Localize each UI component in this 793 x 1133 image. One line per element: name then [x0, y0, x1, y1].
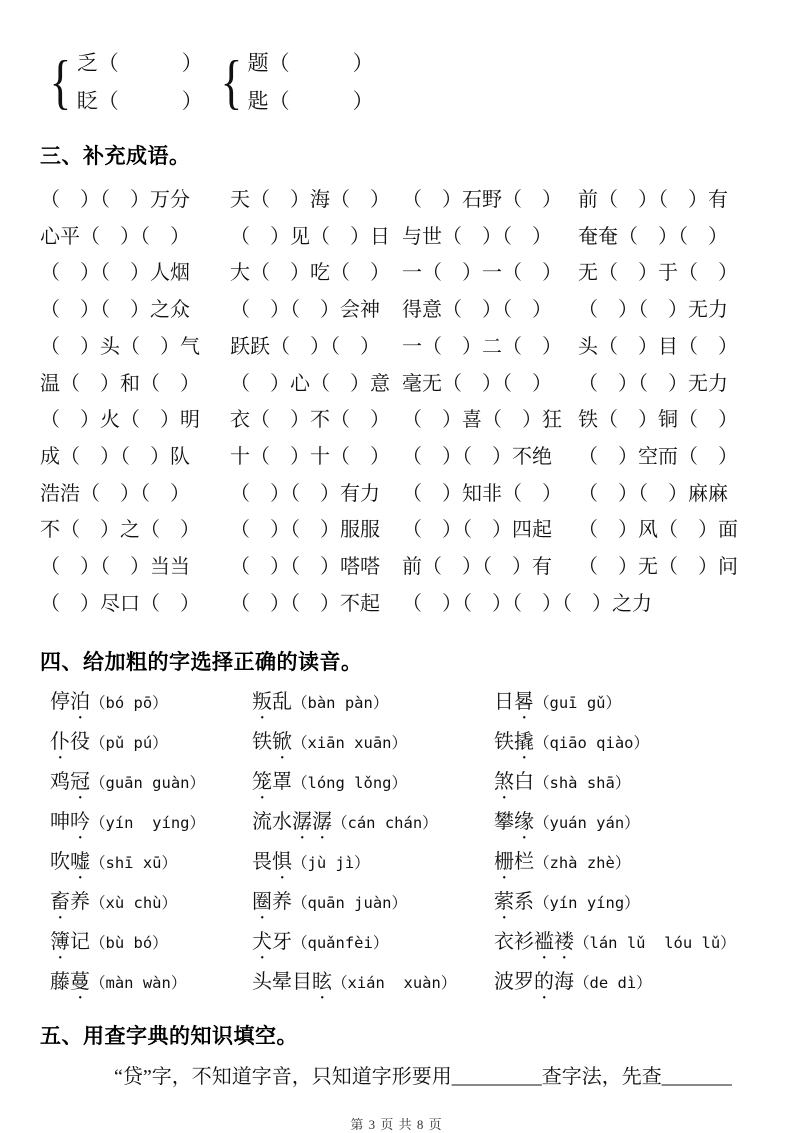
- entry-pinyin: （shī xū）: [90, 854, 177, 873]
- entry-pinyin: （xián xuàn）: [332, 974, 457, 993]
- idiom-item: （ ）无（ ）问: [578, 556, 738, 579]
- section3-title: 三、补充成语。: [40, 145, 191, 168]
- idiom-item: 不（ ）之（ ）: [40, 519, 200, 542]
- idiom-item: （ ）（ ）不绝: [402, 445, 552, 468]
- idiom-item: 衣（ ）不（ ）: [230, 409, 390, 432]
- bracket-line: 匙（ ）: [247, 89, 374, 113]
- idiom-item: （ ）（ ）（ ）（ ）之力: [402, 592, 652, 615]
- entry-pinyin: （quǎnfèi）: [292, 934, 389, 953]
- pinyin-grid: [50, 684, 753, 1004]
- pinyin-entry: [252, 884, 494, 924]
- pinyin-entry: [494, 884, 753, 924]
- entry-word: 藤蔓: [50, 971, 90, 994]
- idiom-item: 心平（ ）（ ）: [40, 225, 190, 248]
- emphasized-char: 潺: [292, 811, 312, 834]
- emphasized-char: 泊: [70, 691, 90, 714]
- emphasized-char: 潺: [312, 811, 332, 834]
- idiom-item: （ ）石野（ ）: [402, 189, 562, 211]
- pinyin-entry: [494, 684, 753, 724]
- pinyin-entry: [494, 804, 753, 844]
- pinyin-entry: [50, 764, 252, 804]
- idiom-item: （ ）（ ）无力: [578, 299, 728, 322]
- pinyin-entry: [50, 884, 252, 924]
- emphasized-char: 缘: [514, 811, 534, 834]
- entry-word: 衣衫褴褛: [494, 931, 574, 954]
- emphasized-char: 惧: [272, 851, 292, 874]
- emphasized-char: 仆: [50, 731, 70, 754]
- left-brace-glyph: {: [49, 48, 72, 115]
- emphasized-char: 煞: [494, 771, 514, 794]
- idiom-item: 无（ ）于（ ）: [578, 262, 738, 285]
- emphasized-char: 撬: [514, 731, 534, 754]
- entry-pinyin: （xù chù）: [90, 894, 177, 913]
- bracket-group: [46, 44, 203, 120]
- entry-word: 畜养: [50, 891, 90, 914]
- entry-pinyin: （xiān xuān）: [292, 734, 407, 753]
- idiom-item: （ ）（ ）服服: [230, 519, 380, 542]
- pinyin-entry: [252, 684, 494, 724]
- idiom-grid: [40, 182, 753, 622]
- entry-word: 鸡冠: [50, 771, 90, 794]
- idiom-item: （ ）风（ ）面: [578, 519, 738, 542]
- entry-word: 簿记: [50, 931, 90, 954]
- emphasized-char: 栅: [494, 851, 514, 874]
- entry-pinyin: （de dì）: [574, 974, 652, 993]
- entry-word: 仆役: [50, 731, 90, 754]
- left-brace-glyph: {: [220, 48, 243, 115]
- emphasized-char: 畜: [50, 891, 70, 914]
- entry-pinyin: （lán lǔ lóu lǔ）: [574, 934, 736, 953]
- bracket-exercise: [46, 44, 753, 120]
- emphasized-char: 褛: [554, 931, 574, 954]
- idiom-item: 浩浩（ ）（ ）: [40, 482, 190, 505]
- idiom-item: 头（ ）目（ ）: [578, 335, 738, 358]
- idiom-item: （ ）知非（ ）: [402, 482, 562, 505]
- emphasized-char: 簿: [50, 931, 70, 954]
- entry-word: 畏惧: [252, 851, 292, 874]
- pinyin-entry: [50, 724, 252, 764]
- idiom-item: 跃跃（ ）（ ）: [230, 335, 380, 358]
- entry-pinyin: （qiāo qiào）: [534, 734, 649, 753]
- entry-word: 吹嘘: [50, 851, 90, 874]
- emphasized-char: 嘘: [70, 851, 90, 874]
- entry-word: 停泊: [50, 691, 90, 714]
- idiom-item: 大（ ）吃（ ）: [230, 262, 390, 285]
- entry-pinyin: （shà shā）: [534, 774, 631, 793]
- bracket-lines: [77, 44, 203, 120]
- bracket-line: 题（ ）: [247, 51, 374, 75]
- page-footer: 第 3 页 共 8 页: [350, 1117, 443, 1133]
- emphasized-char: 犬: [252, 931, 272, 954]
- idiom-item: 奄奄（ ）（ ）: [578, 225, 728, 248]
- pinyin-entry: [252, 844, 494, 884]
- emphasized-char: 锨: [272, 731, 292, 754]
- emphasized-char: 冠: [70, 771, 90, 794]
- idiom-item: 与世（ ）（ ）: [402, 225, 552, 248]
- bracket-group: [217, 44, 374, 120]
- entry-word: 犬牙: [252, 931, 292, 954]
- entry-pinyin: （guān guàn）: [90, 774, 205, 793]
- pinyin-entry: [252, 724, 494, 764]
- idiom-item: （ ）（ ）人烟: [40, 262, 190, 285]
- pinyin-entry: [252, 804, 494, 844]
- idiom-item: （ ）见（ ）日: [230, 225, 390, 248]
- idiom-item: （ ）头（ ）气: [40, 335, 200, 358]
- idiom-item: 一（ ）二（ ）: [402, 335, 562, 358]
- emphasized-char: 笼: [252, 771, 272, 794]
- entry-pinyin: （bù bó）: [90, 934, 168, 953]
- emphasized-char: 蔓: [70, 971, 90, 994]
- pinyin-entry: [50, 844, 252, 884]
- entry-word: 煞白: [494, 771, 534, 794]
- idiom-item: （ ）（ ）嗒嗒: [230, 556, 380, 579]
- pinyin-entry: [50, 684, 252, 724]
- pinyin-entry: [50, 804, 252, 844]
- pinyin-entry: [252, 764, 494, 804]
- emphasized-char: 叛: [252, 691, 272, 714]
- idiom-item: 十（ ）十（ ）: [230, 445, 390, 468]
- bracket-line: 眨（ ）: [76, 89, 203, 113]
- idiom-item: （ ）（ ）四起: [402, 519, 552, 542]
- idiom-item: （ ）（ ）无力: [578, 372, 728, 395]
- idiom-item: 铁（ ）铜（ ）: [578, 409, 738, 432]
- idiom-item: 温（ ）和（ ）: [40, 372, 200, 395]
- entry-pinyin: （bàn pàn）: [292, 694, 389, 713]
- idiom-item: （ ）（ ）之众: [40, 299, 190, 322]
- idiom-item: （ ）心（ ）意: [230, 372, 390, 395]
- idiom-item: （ ）（ ）万分: [40, 189, 190, 211]
- section4-title: 四、给加粗的字选择正确的读音。: [40, 651, 363, 675]
- pinyin-entry: [50, 964, 252, 1004]
- pinyin-entry: [50, 924, 252, 964]
- entry-pinyin: （cán chán）: [332, 814, 438, 833]
- entry-word: 呻吟: [50, 811, 90, 834]
- entry-pinyin: （guī gǔ）: [534, 694, 621, 713]
- entry-word: 流水潺潺: [252, 811, 332, 834]
- entry-word: 栅栏: [494, 851, 534, 874]
- emphasized-char: 萦: [494, 891, 514, 914]
- entry-pinyin: （màn wàn）: [90, 974, 187, 993]
- entry-pinyin: （jù jì）: [292, 854, 370, 873]
- emphasized-char: 眩: [312, 971, 332, 994]
- pinyin-entry: [494, 724, 753, 764]
- entry-word: 攀缘: [494, 811, 534, 834]
- entry-word: 萦系: [494, 891, 534, 914]
- idiom-item: 前（ ）（ ）有: [578, 189, 728, 211]
- idiom-item: （ ）（ ）当当: [40, 556, 190, 579]
- idiom-item: （ ）（ ）有力: [230, 482, 380, 505]
- idiom-item: （ ）空而（ ）: [578, 445, 738, 468]
- emphasized-char: 褴: [534, 931, 554, 954]
- entry-word: 日晷: [494, 691, 534, 714]
- entry-pinyin: （yín yíng）: [534, 894, 640, 913]
- entry-word: 头晕目眩: [252, 971, 332, 994]
- idiom-item: （ ）（ ）麻麻: [578, 482, 728, 505]
- entry-word: 铁撬: [494, 731, 534, 754]
- idiom-item: 一（ ）一（ ）: [402, 262, 562, 285]
- idiom-item: （ ）喜（ ）狂: [402, 409, 562, 432]
- idiom-item: （ ）尽口（ ）: [40, 592, 200, 615]
- pinyin-entry: [252, 964, 494, 1004]
- bracket-line: 乏（ ）: [76, 51, 203, 75]
- entry-pinyin: （pǔ pú）: [90, 734, 168, 753]
- pinyin-entry: [494, 764, 753, 804]
- bracket-lines: [248, 44, 374, 120]
- idiom-item: （ ）火（ ）明: [40, 409, 200, 432]
- idiom-item: 成（ ）（ ）队: [40, 445, 190, 468]
- entry-pinyin: （zhà zhè）: [534, 854, 631, 873]
- entry-word: 铁锨: [252, 731, 292, 754]
- entry-pinyin: （quān juàn）: [292, 894, 407, 913]
- entry-word: 叛乱: [252, 691, 292, 714]
- pinyin-entry: [494, 964, 753, 1004]
- idiom-item: 毫无（ ）（ ）: [402, 372, 552, 395]
- entry-word: 圈养: [252, 891, 292, 914]
- pinyin-entry: [252, 924, 494, 964]
- idiom-item: （ ）（ ）会神: [230, 299, 380, 322]
- entry-pinyin: （bó pō）: [90, 694, 168, 713]
- idiom-item: 得意（ ）（ ）: [402, 299, 552, 322]
- emphasized-char: 晷: [514, 691, 534, 714]
- emphasized-char: 吟: [70, 811, 90, 834]
- fill-in-line: “贷”字，不知道字音，只知道字形要用_________查字法，先查_______: [114, 1066, 732, 1089]
- section5-title: 五、用查字典的知识填空。: [40, 1025, 298, 1049]
- entry-pinyin: （lóng lǒng）: [292, 774, 407, 793]
- pinyin-entry: [494, 844, 753, 884]
- idiom-item: 前（ ）（ ）有: [402, 556, 552, 579]
- pinyin-entry: [494, 924, 753, 964]
- emphasized-char: 圈: [252, 891, 272, 914]
- entry-word: 波罗的海: [494, 971, 574, 994]
- emphasized-char: 的: [534, 971, 554, 994]
- entry-pinyin: （yuán yán）: [534, 814, 640, 833]
- entry-word: 笼罩: [252, 771, 292, 794]
- idiom-item: （ ）（ ）不起: [230, 592, 380, 615]
- idiom-item: [578, 586, 753, 623]
- entry-pinyin: （yín yíng）: [90, 814, 205, 833]
- idiom-item: 天（ ）海（ ）: [230, 189, 390, 211]
